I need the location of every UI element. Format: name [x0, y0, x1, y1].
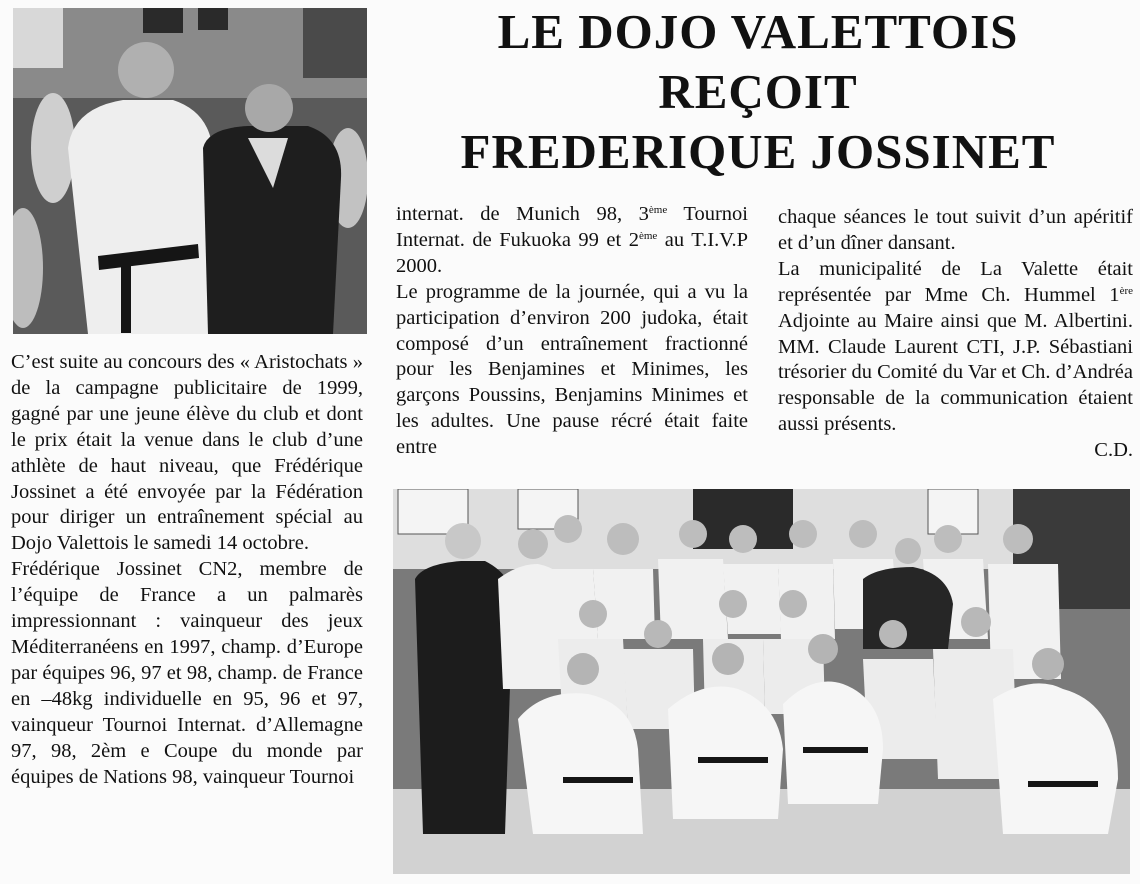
headline-line-3: FREDERIQUE JOSSINET	[460, 124, 1056, 179]
column3-p2-text-a: La municipalité de La Valette était représentée par Mme Ch. Hummel 1	[778, 257, 1133, 306]
column1-paragraph-1: C’est suite au concours des « Aristochats » de la campagne publicitaire de 1999, gagné par une jeune élève du club et dont le prix était la venue dans le club d’une athlète de haut niveau, que Frédérique Jossinet a été envoyée par la Fédération pour diriger un entraînement spécial au Dojo Valettois le samedi 14 octobre.	[11, 351, 363, 555]
column3-p2-text-b: Adjointe au Maire ainsi que M. Albertini. MM. Claude Laurent CTI, J.P. Sébastiani trésorier du Comité du Var et Ch. d’Andréa responsable de la communication étaient aussi présents.	[778, 309, 1133, 436]
photo-group-judokas	[393, 489, 1130, 874]
headline-line-2: REÇOIT	[658, 64, 858, 119]
column2-paragraph-2: Le programme de la journée, qui a vu la participation d’environ 200 judoka, était composé d’un entraînement fractionné pour les Benjamines et Minimes, les garçons Poussins, Benjamins Minimes et les adultes. Une pause récré était faite entre	[396, 280, 748, 459]
column2-p1-text-a: internat. de Munich 98, 3	[396, 203, 649, 225]
column3-paragraph-2	[778, 257, 1133, 438]
photo-two-judokas-art	[13, 8, 367, 334]
signature: C.D.	[1094, 439, 1133, 462]
column2-p1-sup-2: ème	[638, 229, 658, 242]
column3-p2-sup: ère	[1119, 284, 1133, 297]
photo-group-judokas-art	[393, 489, 1130, 874]
headline	[380, 2, 1136, 182]
headline-line-1: LE DOJO VALETTOIS	[497, 4, 1019, 59]
column2-paragraph-1	[396, 202, 748, 280]
column2-p1-text-b: Tournoi Internat. de Fukuoka 99 et 2	[396, 203, 748, 251]
column2-p1-sup-1: ème	[648, 204, 668, 216]
article-column-1	[11, 350, 363, 790]
article-column-3	[778, 205, 1133, 464]
column1-paragraph-2: Frédérique Jossinet CN2, membre de l’équipe de France a un palmarès impressionnant : vainqueur des jeux Méditerranéens en 1997, champ. d’Europe par équipes 96, 97 et 98, champ. de France en –48kg individuelle en 95, 96 et 97, vainqueur Tournoi Internat. d’Allemagne 97, 98, 2èm e Coupe du monde par équipes de Nations 98, vainqueur Tournoi	[11, 558, 363, 788]
column3-paragraph-1: chaque séances le tout suivit d’un apéritif et d’un dîner dansant.	[778, 206, 1133, 254]
column2-p1-text-c: au T.I.V.P 2000.	[396, 228, 748, 277]
article-column-2	[396, 202, 748, 461]
photo-two-judokas	[13, 8, 367, 334]
